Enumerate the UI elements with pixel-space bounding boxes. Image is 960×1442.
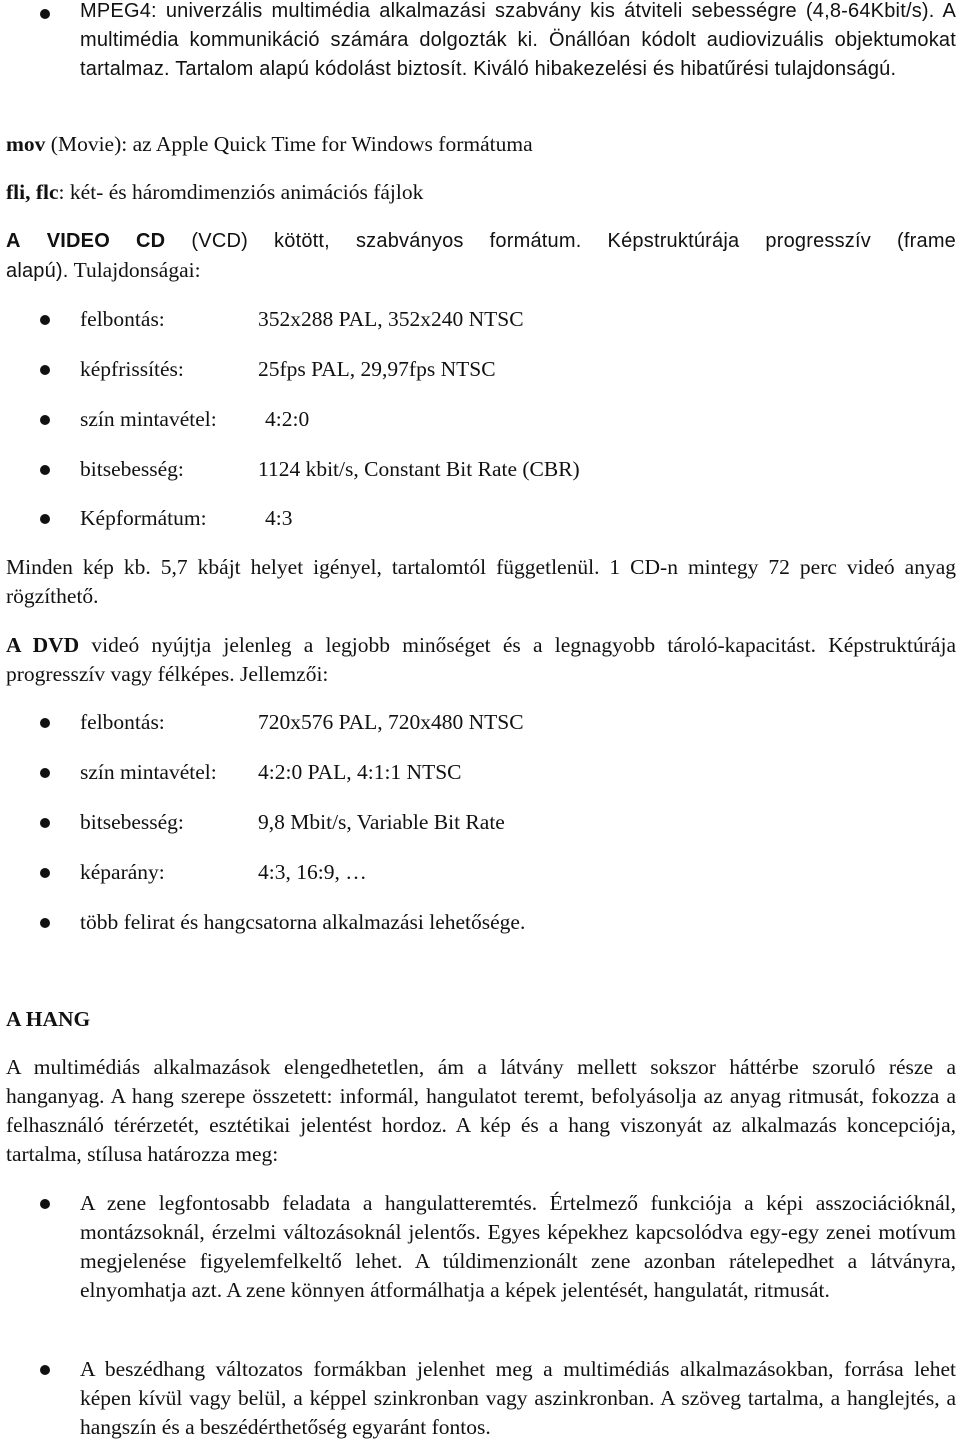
- bullet-dot: [40, 818, 50, 828]
- vcd-label-resolution: felbontás:: [80, 307, 165, 331]
- vcd-text: (VCD) kötött, szabványos formátum. Képstruktúrája progresszív (frame: [191, 230, 957, 252]
- bullet-dot: [40, 9, 50, 19]
- hang-bullet-speech: A beszédhang változatos formákban jelenhet meg a multimédiás alkalmazásokban, forrása lehet képen kívül vagy belül, a képpel szinkronban vagy aszinkronban. A szöveg tartalma, a hanglejtés, a hangszín és a beszédérthetőség egyaránt fontos.: [80, 1357, 956, 1439]
- vcd-label-chroma: szín mintavétel:: [80, 407, 217, 431]
- section-heading: [6, 1005, 956, 1034]
- dvd-intro: [6, 631, 956, 689]
- vcd-label-aspect: Képformátum:: [80, 506, 207, 530]
- bullet-dot: [40, 415, 50, 425]
- vcd-text2: alapú).: [6, 260, 69, 282]
- bullet-dot: [40, 365, 50, 375]
- bullet-dot: [40, 465, 50, 475]
- vcd-label-bitrate: bitsebesség:: [80, 457, 184, 481]
- mpeg4-text: univerzális multimédia alkalmazási szabvány kis átviteli sebességre (4,8-64Kbit/s). A multimédia kommunikáció számára dolgozták ki. Önállóan kódolt audiovizuális objektumokat tartalmaz. Tartalom alapú kódolást biztosít. Kiváló hibakezelési és hibatűrési tulajdonságú.: [80, 0, 956, 80]
- dvd-label-resolution: felbontás:: [80, 710, 165, 734]
- vcd-intro-line1: [6, 227, 956, 256]
- vcd-value-chroma: 4:2:0: [265, 407, 310, 431]
- mov-text: (Movie): az Apple Quick Time for Windows formátuma: [50, 132, 533, 156]
- vcd-value-bitrate: 1124 kbit/s, Constant Bit Rate (CBR): [258, 457, 580, 481]
- mpeg4-term: MPEG4:: [80, 0, 157, 22]
- bullet-dot: [40, 918, 50, 928]
- mov-term: mov: [6, 132, 46, 156]
- dvd-label-chroma: szín mintavétel:: [80, 760, 217, 784]
- vcd-value-aspect: 4:3: [265, 506, 293, 530]
- bullet-dot: [40, 315, 50, 325]
- dvd-value-bitrate: 9,8 Mbit/s, Variable Bit Rate: [258, 810, 505, 834]
- bullet-dot: [40, 768, 50, 778]
- vcd-intro-line2: [6, 256, 956, 286]
- dvd-term: A DVD: [6, 633, 80, 657]
- dvd-value-chroma: 4:2:0 PAL, 4:1:1 NTSC: [258, 760, 462, 784]
- bullet-dot: [40, 1199, 50, 1209]
- vcd-lead: A: [6, 230, 21, 252]
- hang-heading-text: A HANG: [6, 1007, 91, 1031]
- vcd-term: VIDEO CD: [46, 230, 166, 252]
- fli-text: : két- és háromdimenziós animációs fájlok: [58, 180, 424, 204]
- bullet-dot: [40, 1365, 50, 1375]
- hang-bullet-music: A zene legfontosabb feladata a hangulatteremtés. Értelmező funkciója a képi asszociációknál, montázsoknál, érzelmi változásoknál jelentős. Egyes képekhez kapcsolódva egy-egy zenei motívum megjelenése figyelemfelkeltő lehet. A túldimenzionált zene azonban rátelepedhet a látványra, elnyomhatja azt. A zene könnyen átformálhatja a képek jelentését, hangulatát, ritmusát.: [80, 1191, 956, 1302]
- vcd-value-framerate: 25fps PAL, 29,97fps NTSC: [258, 357, 496, 381]
- fli-line: [6, 178, 956, 207]
- vcd-note: Minden kép kb. 5,7 kbájt helyet igényel, tartalomtól függetlenül. 1 CD-n mintegy 72 perc videó anyag rögzíthető.: [6, 555, 956, 608]
- dvd-text: videó nyújtja jelenleg a legjobb minőséget és a legnagyobb tároló-kapacitást. Képstruktúrája progresszív vagy félképes. Jellemzői:: [6, 633, 956, 686]
- dvd-value-resolution: 720x576 PAL, 720x480 NTSC: [258, 710, 524, 734]
- mpeg4-paragraph: [80, 0, 956, 84]
- dvd-label-subtitles: több felirat és hangcsatorna alkalmazási lehetősége.: [80, 910, 526, 934]
- vcd-value-resolution: 352x288 PAL, 352x240 NTSC: [258, 307, 524, 331]
- dvd-label-aspect: képarány:: [80, 860, 165, 884]
- vcd-tail: Tulajdonságai:: [73, 258, 201, 282]
- dvd-value-aspect: 4:3, 16:9, …: [258, 860, 367, 884]
- hang-intro: A multimédiás alkalmazások elengedhetetlen, ám a látvány mellett sokszor háttérbe szoruló része a hanganyag. A hang szerepe összetett: informál, hangulatot teremt, befolyásolja az anyag ritmusát, fokozza a felhasználó térérzetét, esztétikai jelentést hordoz. A kép és a hang viszonyát az alkalmazás koncepciója, tartalma, stílusa határozza meg:: [6, 1055, 956, 1166]
- bullet-dot: [40, 868, 50, 878]
- fli-term: fli, flc: [6, 180, 59, 204]
- dvd-label-bitrate: bitsebesség:: [80, 810, 184, 834]
- bullet-dot: [40, 514, 50, 524]
- mov-line: [6, 130, 956, 159]
- vcd-label-framerate: képfrissítés:: [80, 357, 184, 381]
- bullet-dot: [40, 718, 50, 728]
